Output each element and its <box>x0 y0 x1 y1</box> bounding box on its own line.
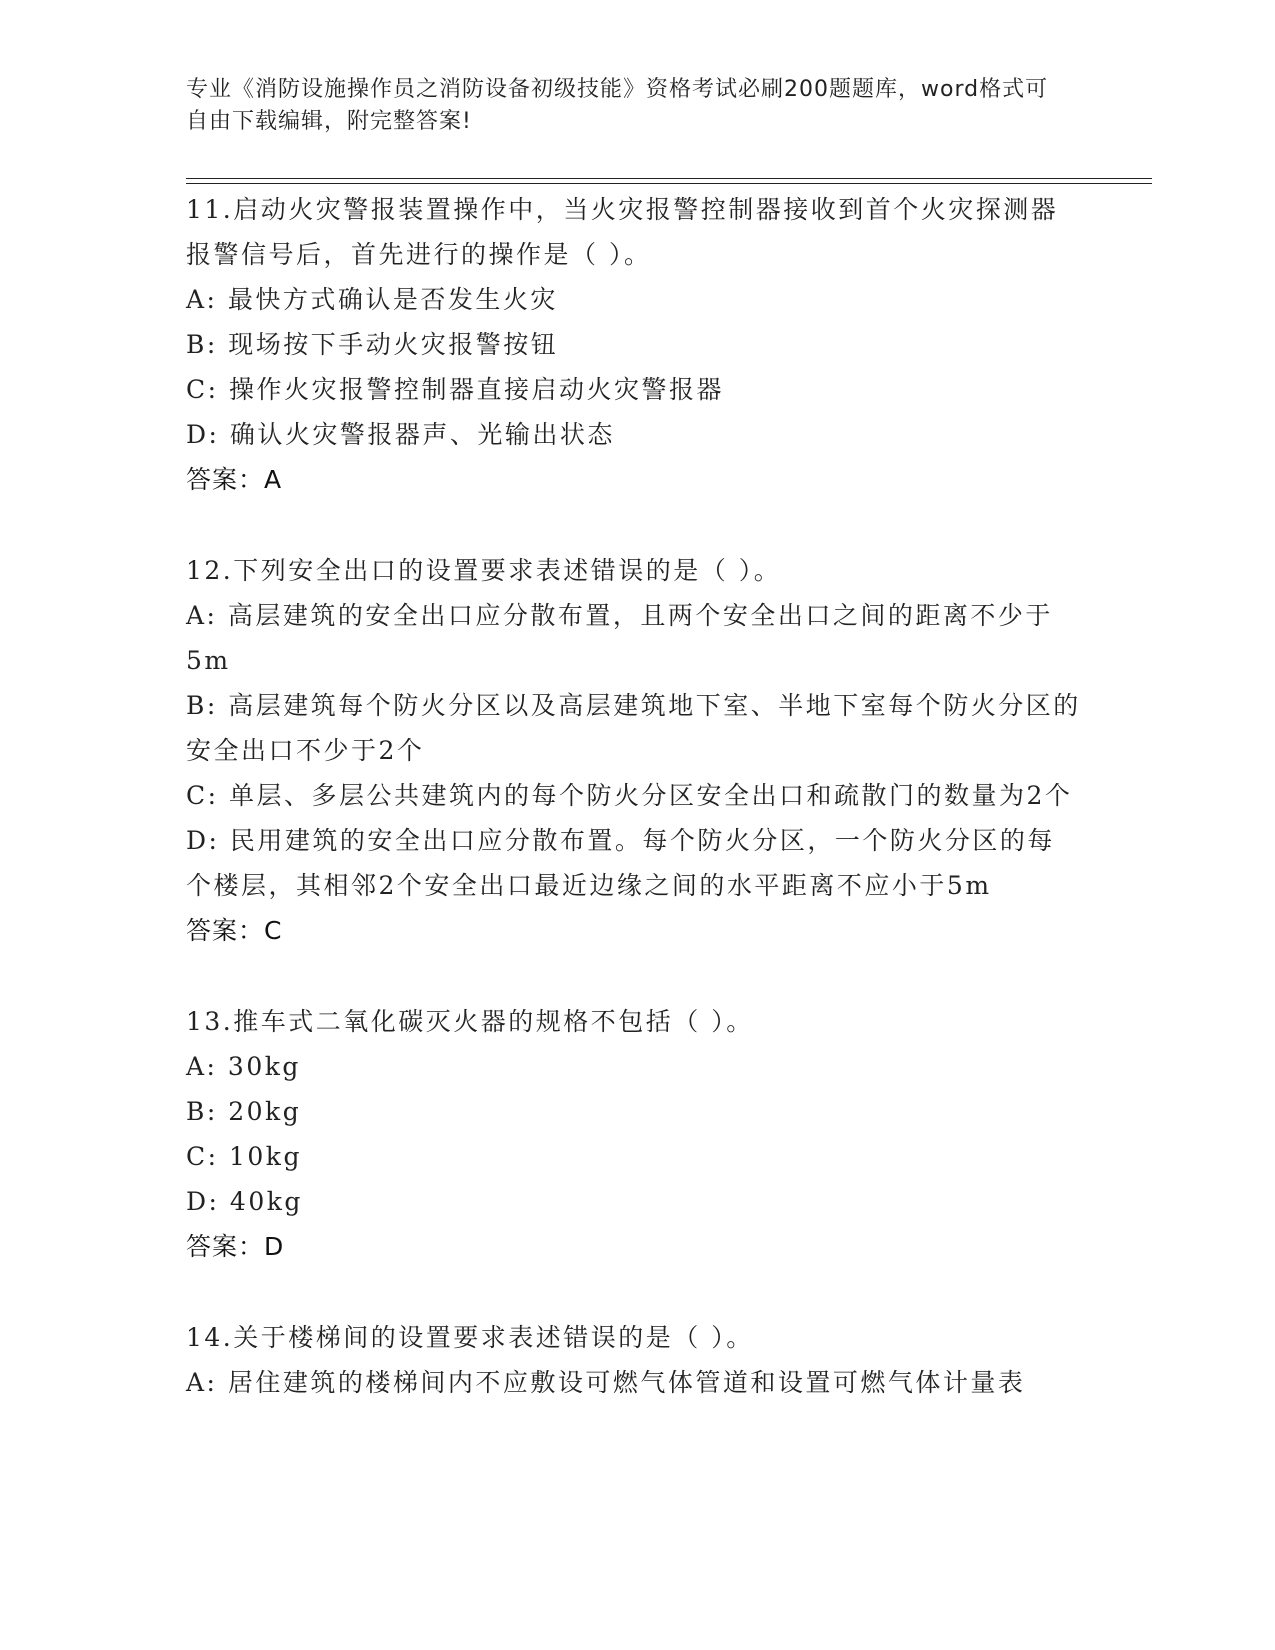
option-b: B: 20kg <box>186 1097 302 1126</box>
answer-line: 答案：C <box>186 916 283 945</box>
option-d: D: 确认火灾警报器声、光输出状态 <box>186 420 615 449</box>
question-stem: 12.下列安全出口的设置要求表述错误的是（ ）。 <box>186 556 782 585</box>
question-stem: 14.关于楼梯间的设置要求表述错误的是（ ）。 <box>186 1323 754 1352</box>
option-b: B: 现场按下手动火灾报警按钮 <box>186 330 559 359</box>
option-a: A: 最快方式确认是否发生火灾 <box>186 285 558 314</box>
option-a: A: 高层建筑的安全出口应分散布置，且两个安全出口之间的距离不少于5m <box>186 601 1053 675</box>
question-stem: 11.启动火灾警报装置操作中，当火灾报警控制器接收到首个火灾探测器报警信号后，首先进行的操作是（ ）。 <box>186 195 1059 269</box>
option-d: D: 40kg <box>186 1187 303 1216</box>
document-header: 专业《消防设施操作员之消防设备初级技能》资格考试必刷200题题库，word格式可自由下载编辑，附完整答案! <box>186 77 1049 134</box>
header-rule-top <box>186 178 1152 179</box>
option-c: C: 10kg <box>186 1142 302 1171</box>
header-rule-bottom <box>186 183 1152 184</box>
option-c: C: 单层、多层公共建筑内的每个防火分区安全出口和疏散门的数量为2个 <box>186 781 1073 810</box>
option-d: D: 民用建筑的安全出口应分散布置。每个防火分区，一个防火分区的每个楼层，其相邻2个安全出口最近边缘之间的水平距离不应小于5m <box>186 826 1055 900</box>
question-13 <box>186 999 1081 1269</box>
answer-line: 答案：D <box>186 1232 285 1261</box>
question-12 <box>186 548 1081 953</box>
option-a: A: 30kg <box>186 1052 301 1081</box>
option-c: C: 操作火灾报警控制器直接启动火灾警报器 <box>186 375 724 404</box>
question-stem: 13.推车式二氧化碳灭火器的规格不包括（ ）。 <box>186 1007 754 1036</box>
answer-line: 答案：A <box>186 465 283 494</box>
option-b: B: 高层建筑每个防火分区以及高层建筑地下室、半地下室每个防火分区的安全出口不少于2个 <box>186 691 1081 765</box>
question-11 <box>186 187 1081 502</box>
question-14 <box>186 1315 1081 1405</box>
question-list <box>186 187 1081 1451</box>
option-a: A: 居住建筑的楼梯间内不应敷设可燃气体管道和设置可燃气体计量表 <box>186 1368 1026 1397</box>
